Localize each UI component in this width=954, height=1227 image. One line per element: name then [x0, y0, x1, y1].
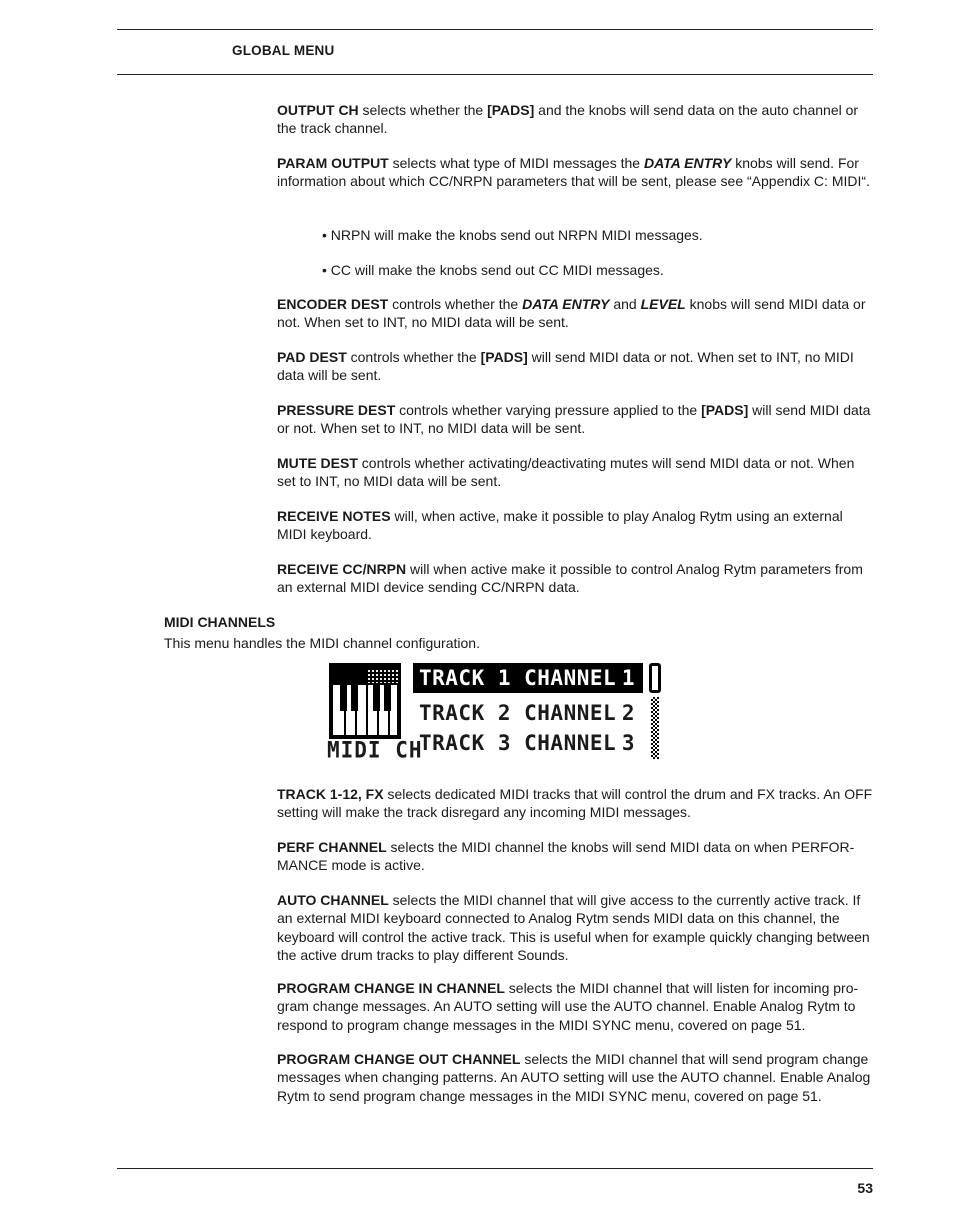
scrollbar-track	[651, 697, 659, 759]
term-pressure-dest: PRESSURE DEST	[277, 402, 396, 418]
bullet-cc: • CC will make the knobs send out CC MIDI messages.	[322, 262, 664, 278]
paragraph-perf-channel: PERF CHANNEL selects the MIDI channel the knobs will send MIDI data on when PERFOR-MANCE mode is active.	[277, 839, 855, 874]
term-pad-dest: PAD DEST	[277, 349, 347, 365]
section-title-midi-channels: MIDI CHANNELS	[164, 614, 276, 630]
piano-header-bar	[329, 663, 401, 685]
term-mute-dest: MUTE DEST	[277, 455, 358, 471]
term-program-change-out-channel: PROGRAM CHANGE OUT CHANNEL	[277, 1051, 521, 1067]
paragraph-mute-dest: MUTE DEST controls whether activating/deactivating mutes will send MIDI data or not. When set to INT, no MIDI data will be sent.	[277, 455, 855, 490]
paragraph-receive-notes: RECEIVE NOTES will, when active, make it possible to play Analog Rytm using an external MIDI keyboard.	[277, 508, 843, 543]
footer-rule	[117, 1168, 873, 1169]
term-receive-cc-nrpn: RECEIVE CC/NRPN	[277, 561, 407, 577]
lcd-row-track-1-channel[interactable]	[413, 663, 643, 693]
term-receive-notes: RECEIVE NOTES	[277, 508, 391, 524]
lcd-row-label: TRACK 3 CHANNEL	[419, 731, 617, 755]
lcd-menu-label: MIDI CH	[327, 737, 423, 763]
lcd-screen	[327, 661, 663, 763]
header-rule-bottom	[117, 74, 873, 75]
lcd-row-value: 2	[621, 701, 635, 725]
paragraph-output-ch: OUTPUT CH selects whether the [PADS] and the knobs will send data on the auto channel or the track channel.	[277, 102, 859, 137]
bullet-nrpn: • NRPN will make the knobs send out NRPN MIDI messages.	[322, 227, 703, 243]
paragraph-track-1-12-fx: TRACK 1-12, FX selects dedicated MIDI tracks that will control the drum and FX tracks. An OFF setting will make the track disregard any incoming MIDI messages.	[277, 786, 873, 821]
term-program-change-in-channel: PROGRAM CHANGE IN CHANNEL	[277, 980, 505, 996]
scrollbar-thumb[interactable]	[649, 663, 661, 693]
lcd-row-value: 3	[621, 731, 635, 755]
paragraph-auto-channel: AUTO CHANNEL selects the MIDI channel that will give access to the currently active track. If an external MIDI keyboard connected to Analog Rytm sends MIDI data on this channel, the keyboard will control the active track. This is useful when for example quickly changing between the active drum tracks to play different Sounds.	[277, 892, 870, 963]
term-track-1-12-fx: TRACK 1-12, FX	[277, 786, 384, 802]
lcd-row-label: TRACK 2 CHANNEL	[419, 701, 617, 725]
header-rule-top	[117, 29, 873, 30]
paragraph-encoder-dest: ENCODER DEST controls whether the DATA ENTRY and LEVEL knobs will send MIDI data or not. When set to INT, no MIDI data will be sent.	[277, 296, 866, 331]
paragraph-program-change-out-channel: PROGRAM CHANGE OUT CHANNEL selects the MIDI channel that will send program change messages when changing patterns. An AUTO setting will use the AUTO channel. Enable Analog Rytm to send program change messages in the MIDI SYNC menu, covered on page 51.	[277, 1051, 871, 1104]
header-title: GLOBAL MENU	[232, 43, 335, 58]
section-description-midi-channels: This menu handles the MIDI channel configuration.	[164, 635, 480, 651]
paragraph-receive-cc-nrpn: RECEIVE CC/NRPN will when active make it possible to control Analog Rytm parameters from an external MIDI device sending CC/NRPN data.	[277, 561, 863, 596]
lcd-row-track-2-channel[interactable]	[413, 698, 643, 728]
lcd-row-value: 1	[621, 666, 635, 690]
paragraph-pad-dest: PAD DEST controls whether the [PADS] will send MIDI data or not. When set to INT, no MIDI data will be sent.	[277, 349, 854, 384]
term-auto-channel: AUTO CHANNEL	[277, 892, 389, 908]
lcd-scrollbar[interactable]	[649, 663, 661, 760]
lcd-row-label: TRACK 1 CHANNEL	[419, 666, 617, 690]
term-output-ch: OUTPUT CH	[277, 102, 359, 118]
term-encoder-dest: ENCODER DEST	[277, 296, 389, 312]
term-perf-channel: PERF CHANNEL	[277, 839, 387, 855]
lcd-row-track-3-channel[interactable]	[413, 728, 643, 758]
dotted-pattern-icon	[367, 669, 399, 683]
page-number: 53	[857, 1180, 873, 1196]
term-param-output: PARAM OUTPUT	[277, 155, 389, 171]
paragraph-param-output: PARAM OUTPUT selects what type of MIDI messages the DATA ENTRY knobs will send. For information about which CC/NRPN parameters that will be sent, please see “Appendix C: MIDI“.	[277, 155, 870, 190]
paragraph-pressure-dest: PRESSURE DEST controls whether varying pressure applied to the [PADS] will send MIDI data or not. When set to INT, no MIDI data will be sent.	[277, 402, 871, 437]
paragraph-program-change-in-channel: PROGRAM CHANGE IN CHANNEL selects the MIDI channel that will listen for incoming pro-gram change messages. An AUTO setting will use the AUTO channel. Enable Analog Rytm to respond to program change messages in the MIDI SYNC menu, covered on page 51.	[277, 980, 859, 1033]
